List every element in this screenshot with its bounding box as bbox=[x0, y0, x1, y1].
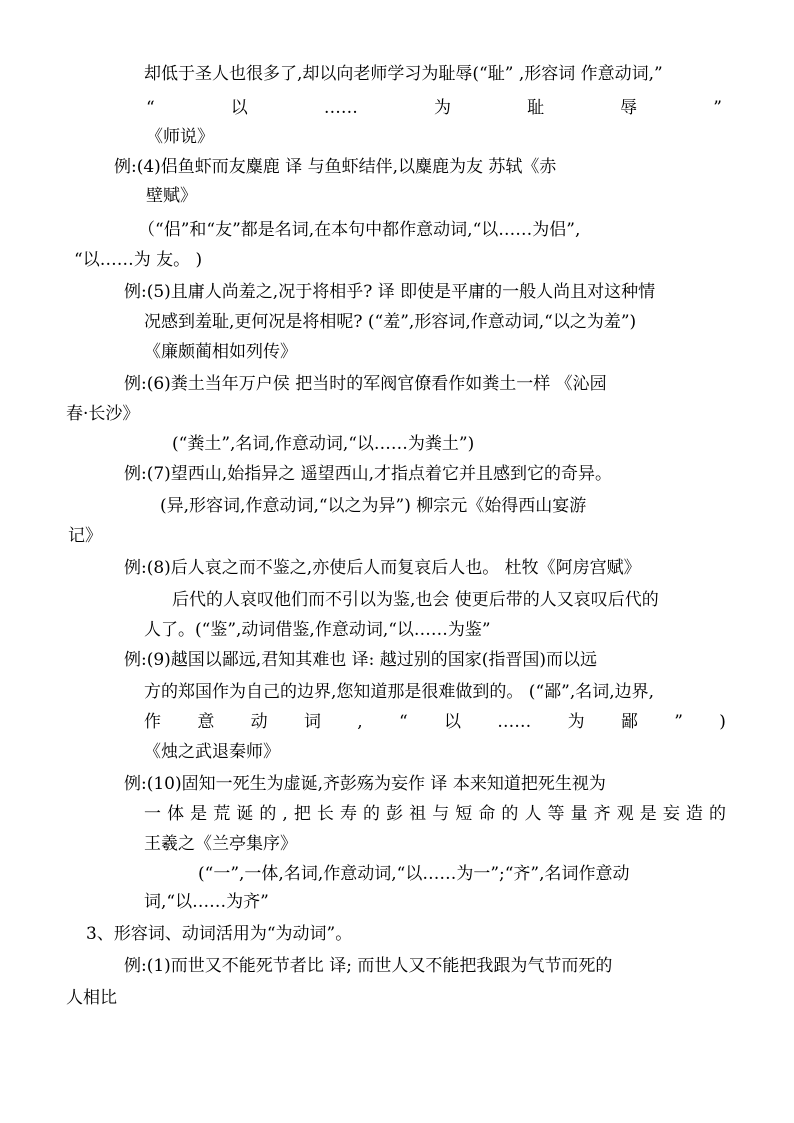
text-line: 记》 bbox=[68, 526, 102, 546]
example-line: 例:(9)越国以鄙远,君知其难也 译: 越过别的国家(指晋国)而以远 bbox=[124, 650, 598, 670]
text-line bbox=[144, 802, 726, 826]
example-line: 例:(8)后人哀之而不鉴之,亦使后人而复哀后人也。 杜牧《阿房宫赋》 bbox=[124, 558, 641, 578]
text-line: 却低于圣人也很多了,却以向老师学习为耻辱(“耻” ,形容词 作意动词,” bbox=[144, 64, 663, 84]
text-fragment: 命 bbox=[478, 804, 496, 824]
text-fragment: 是 bbox=[639, 804, 657, 824]
text-line: 王羲之《兰亭集序》 bbox=[144, 834, 297, 854]
text-fragment: 为 bbox=[567, 712, 585, 732]
text-fragment: 把 bbox=[293, 804, 311, 824]
text-fragment: 长 bbox=[316, 804, 334, 824]
text-line: (“一”,一体,名词,作意动词,“以……为一”;“齐”,名词作意动 bbox=[198, 864, 630, 884]
text-fragment: 寿 bbox=[339, 804, 357, 824]
text-line: 《师说》 bbox=[146, 127, 214, 147]
text-fragment: “ bbox=[398, 712, 408, 732]
text-line bbox=[146, 96, 722, 120]
text-fragment: 动 bbox=[250, 712, 268, 732]
example-line: 例:(6)粪土当年万户侯 把当时的军阀官僚看作如粪土一样 《沁园 bbox=[124, 374, 607, 394]
text-fragment: 量 bbox=[570, 804, 588, 824]
text-fragment: 与 bbox=[432, 804, 450, 824]
text-line: (异,形容词,作意动词,“以之为异”) 柳宗元《始得西山宴游 bbox=[160, 496, 587, 516]
text-line: 词,“以……为齐” bbox=[144, 892, 269, 912]
text-fragment: …… bbox=[497, 712, 532, 732]
text-fragment: 荒 bbox=[213, 804, 231, 824]
text-fragment: 观 bbox=[616, 804, 634, 824]
text-fragment: 为 bbox=[433, 98, 451, 118]
text-line: 人相比 bbox=[66, 988, 117, 1008]
text-line: （“侣”和“友”都是名词,在本句中都作意动词,“以……为侣”, bbox=[138, 220, 581, 240]
text-fragment: , bbox=[357, 712, 363, 732]
text-fragment: 的 bbox=[501, 804, 519, 824]
text-fragment: …… bbox=[323, 98, 358, 118]
text-fragment: 辱 bbox=[620, 98, 638, 118]
text-line: 《烛之武退秦师》 bbox=[144, 742, 280, 762]
text-line: “以……为 友。 ) bbox=[74, 250, 203, 270]
text-fragment: 彭 bbox=[386, 804, 404, 824]
text-fragment: 耻 bbox=[527, 98, 545, 118]
text-line: 壁赋》 bbox=[146, 186, 197, 206]
text-fragment: 齐 bbox=[593, 804, 611, 824]
text-fragment: 短 bbox=[455, 804, 473, 824]
example-line: 例:(1)而世又不能死节者比 译; 而世人又不能把我跟为气节而死的 bbox=[124, 956, 613, 976]
example-line: 例:(4)侣鱼虾而友麋鹿 译 与鱼虾结伴,以麋鹿为友 苏轼《赤 bbox=[114, 157, 557, 177]
text-fragment: 意 bbox=[197, 712, 215, 732]
text-fragment: 以 bbox=[230, 98, 248, 118]
text-fragment: 体 bbox=[167, 804, 185, 824]
text-line: 春·长沙》 bbox=[66, 404, 140, 424]
text-line: 人了。(“鉴”,动词借鉴,作意动词,“以……为鉴” bbox=[144, 620, 491, 640]
text-fragment: 的 bbox=[363, 804, 381, 824]
text-fragment: 以 bbox=[443, 712, 461, 732]
text-fragment: , bbox=[282, 804, 288, 824]
text-fragment: 造 bbox=[685, 804, 703, 824]
text-fragment: 是 bbox=[190, 804, 208, 824]
text-line: 后代的人哀叹他们而不引以为鉴,也会 使更后带的人又哀叹后代的 bbox=[172, 590, 659, 610]
text-fragment: 一 bbox=[144, 804, 161, 824]
text-fragment: 诞 bbox=[236, 804, 254, 824]
text-fragment: 词 bbox=[303, 712, 321, 732]
text-fragment: ” bbox=[713, 98, 722, 118]
text-fragment: 的 bbox=[708, 804, 726, 824]
text-fragment: 作 bbox=[144, 712, 161, 732]
example-line: 例:(10)固知一死生为虚诞,齐彭殇为妄作 译 本来知道把死生视为 bbox=[124, 774, 606, 794]
section-heading: 3、形容词、动词活用为“为动词”。 bbox=[86, 924, 353, 944]
text-line: (“粪土”,名词,作意动词,“以……为粪土”) bbox=[172, 434, 475, 454]
text-fragment: 妄 bbox=[662, 804, 680, 824]
example-line: 例:(5)且庸人尚羞之,况于将相乎? 译 即使是平庸的一般人尚且对这种情 bbox=[124, 282, 656, 302]
text-line: 况感到羞耻,更何况是将相呢? (“羞”,形容词,作意动词,“以之为羞”) bbox=[144, 312, 637, 332]
text-line bbox=[144, 710, 726, 734]
text-line: 《廉颇蔺相如列传》 bbox=[144, 342, 297, 362]
text-fragment: ) bbox=[719, 712, 726, 732]
text-fragment: 鄙 bbox=[620, 712, 638, 732]
text-line: 方的郑国作为自己的边界,您知道那是很难做到的。 (“鄙”,名词,边界, bbox=[144, 682, 655, 702]
text-fragment: 等 bbox=[547, 804, 565, 824]
text-fragment: 人 bbox=[524, 804, 542, 824]
text-fragment: 的 bbox=[259, 804, 277, 824]
example-line: 例:(7)望西山,始指异之 遥望西山,才指点着它并且感到它的奇异。 bbox=[124, 464, 613, 484]
text-fragment: 祖 bbox=[409, 804, 427, 824]
text-fragment: ” bbox=[674, 712, 683, 732]
text-fragment: “ bbox=[146, 98, 155, 118]
